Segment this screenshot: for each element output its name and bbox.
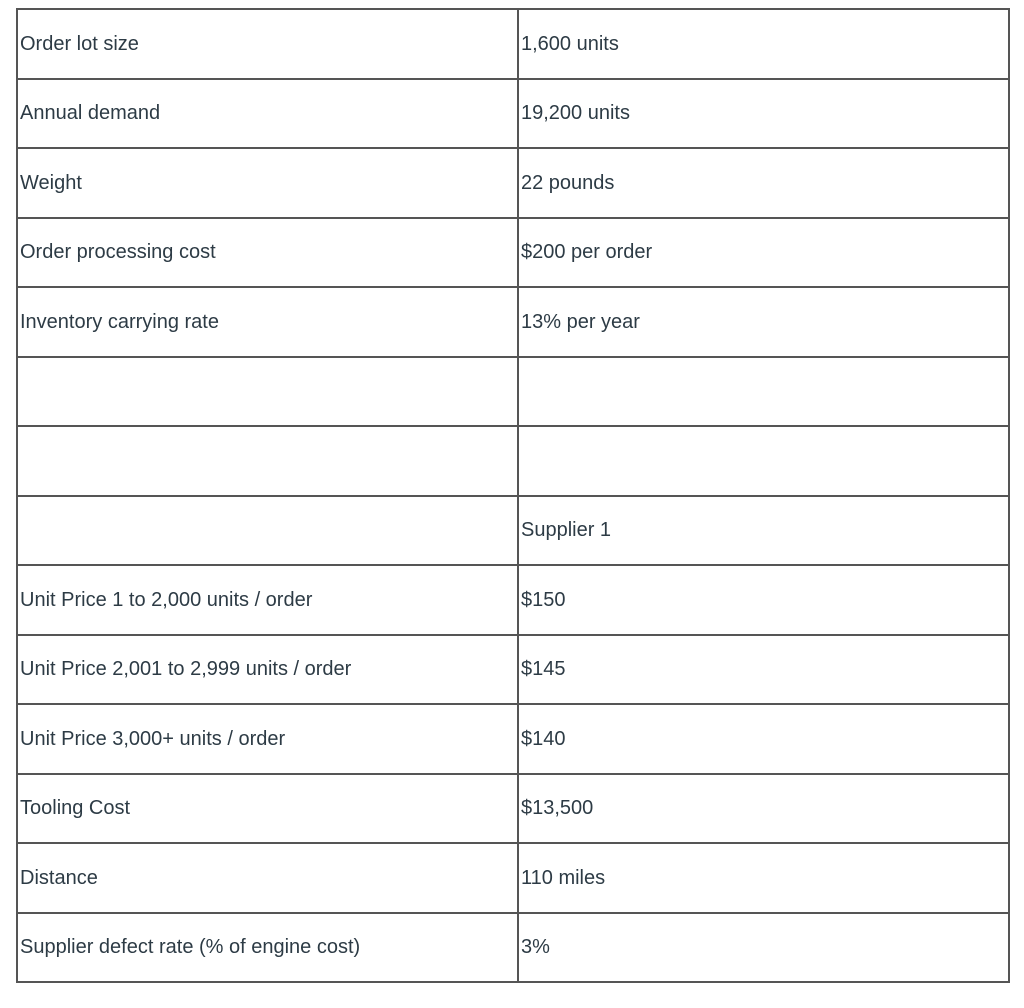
- row-label: [17, 496, 518, 566]
- table-row: [17, 79, 1009, 149]
- row-label: Weight: [17, 148, 518, 218]
- table-row: [17, 148, 1009, 218]
- row-label: Tooling Cost: [17, 774, 518, 844]
- row-label: [17, 426, 518, 496]
- table-row: [17, 357, 1009, 427]
- row-label: Order processing cost: [17, 218, 518, 288]
- row-value: $140: [518, 704, 1009, 774]
- row-label: Annual demand: [17, 79, 518, 149]
- row-label: [17, 357, 518, 427]
- row-value: [518, 357, 1009, 427]
- row-value: 1,600 units: [518, 9, 1009, 79]
- row-label: Distance: [17, 843, 518, 913]
- table-row: [17, 635, 1009, 705]
- row-value: 3%: [518, 913, 1009, 983]
- row-value: $13,500: [518, 774, 1009, 844]
- row-value: $200 per order: [518, 218, 1009, 288]
- supplier-data-table: [16, 8, 1010, 983]
- bottom-fade: [0, 1002, 1024, 1008]
- table-row: [17, 843, 1009, 913]
- table-row: [17, 287, 1009, 357]
- row-label: Unit Price 3,000+ units / order: [17, 704, 518, 774]
- row-label: Unit Price 2,001 to 2,999 units / order: [17, 635, 518, 705]
- table-row: [17, 9, 1009, 79]
- row-value: [518, 426, 1009, 496]
- row-label: Inventory carrying rate: [17, 287, 518, 357]
- table-row: [17, 496, 1009, 566]
- table-row: [17, 426, 1009, 496]
- table-row: [17, 704, 1009, 774]
- table-row: [17, 774, 1009, 844]
- row-label: Unit Price 1 to 2,000 units / order: [17, 565, 518, 635]
- row-value: $150: [518, 565, 1009, 635]
- row-value: 19,200 units: [518, 79, 1009, 149]
- supplier-header: Supplier 1: [518, 496, 1009, 566]
- table-row: [17, 913, 1009, 983]
- table-row: [17, 565, 1009, 635]
- row-value: 22 pounds: [518, 148, 1009, 218]
- table-row: [17, 218, 1009, 288]
- row-value: 110 miles: [518, 843, 1009, 913]
- row-label: Order lot size: [17, 9, 518, 79]
- row-value: 13% per year: [518, 287, 1009, 357]
- row-label: Supplier defect rate (% of engine cost): [17, 913, 518, 983]
- row-value: $145: [518, 635, 1009, 705]
